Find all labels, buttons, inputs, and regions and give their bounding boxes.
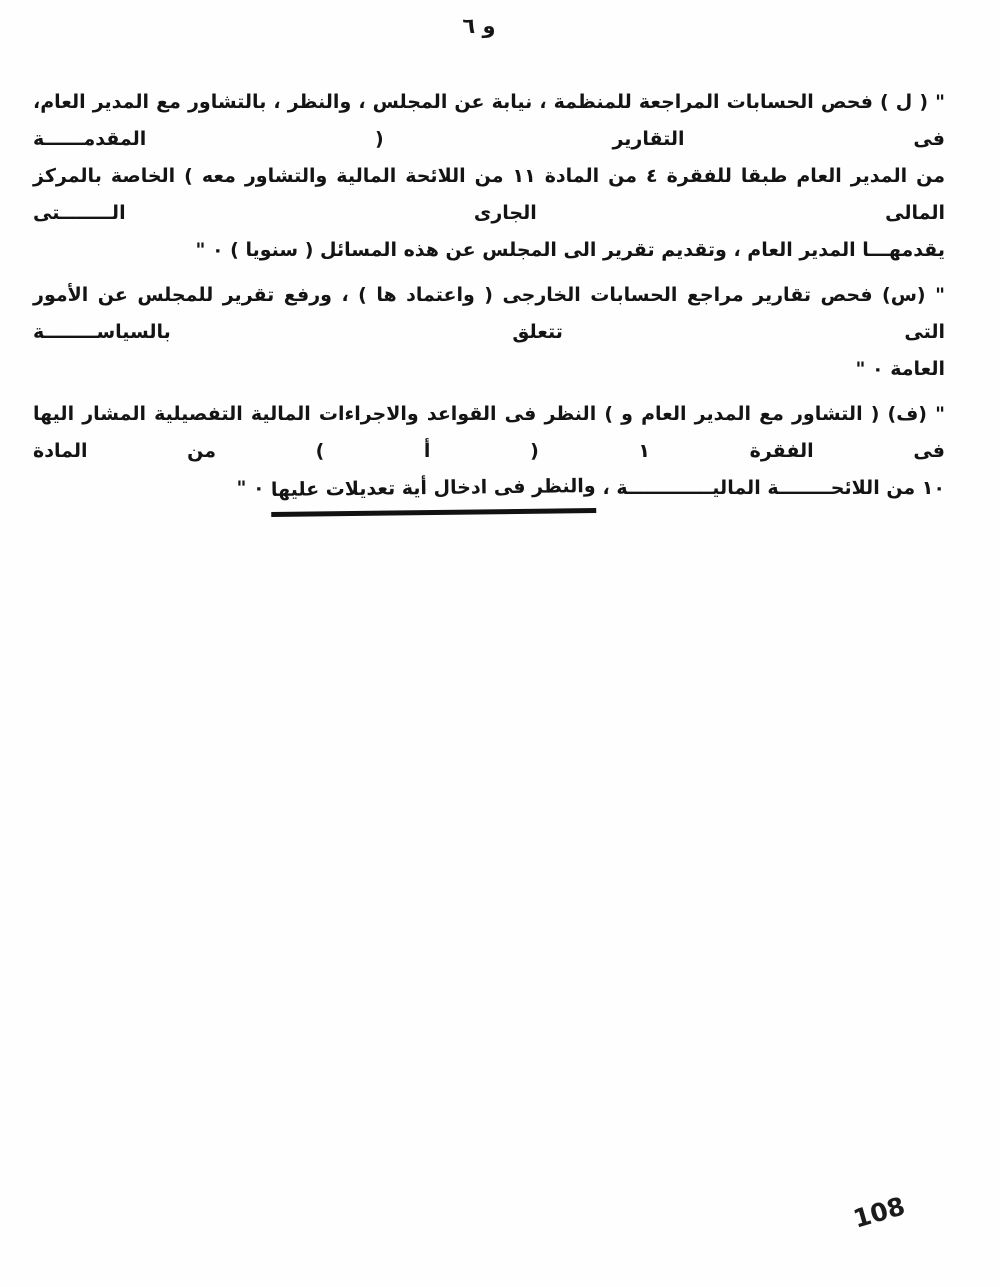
document-body bbox=[33, 84, 945, 523]
text-line: " (ف) ( التشاور مع المدير العام و ) النظر فى القواعد والاجراءات المالية التفصيلية المشار اليها فى الفقرة ١ ( أ ) من المادة bbox=[33, 403, 945, 462]
clause-s-paragraph bbox=[33, 277, 945, 388]
text-line: من المدير العام طبقا للفقرة ٤ من المادة ١١ من اللائحة المالية والتشاور معه ) الخاصة بالمركز المالى الجارى الــــــــتى bbox=[33, 165, 945, 224]
handwritten-page-number: 108 bbox=[850, 1191, 909, 1234]
clause-f-paragraph bbox=[33, 396, 945, 515]
text-line: العامة ٠ " bbox=[855, 358, 945, 380]
text-line bbox=[33, 470, 945, 515]
page-header: و ٦ bbox=[462, 14, 496, 38]
text-line: يقدمهـــا المدير العام ، وتقديم تقرير الى المجلس عن هذه المسائل ( سنويا ) ٠ " bbox=[195, 239, 945, 261]
text-segment: ١٠ من اللائحــــــــة الماليـــــــــــــة ، bbox=[595, 477, 945, 499]
clause-l-paragraph bbox=[33, 84, 945, 269]
underlined-phrase: والنظر فى ادخال أية تعديلات عليها bbox=[271, 468, 596, 517]
text-segment: ٠ " bbox=[236, 477, 272, 499]
text-line: " ( ل ) فحص الحسابات المراجعة للمنظمة ، نيابة عن المجلس ، والنظر ، بالتشاور مع المدير العام، فى التقارير ( المقدمــــــة bbox=[33, 91, 945, 150]
text-line: " (س) فحص تقارير مراجع الحسابات الخارجى ( واعتماد ها ) ، ورفع تقرير للمجلس عن الأمور التى تتعلق بالسياســــــــة bbox=[33, 284, 945, 343]
